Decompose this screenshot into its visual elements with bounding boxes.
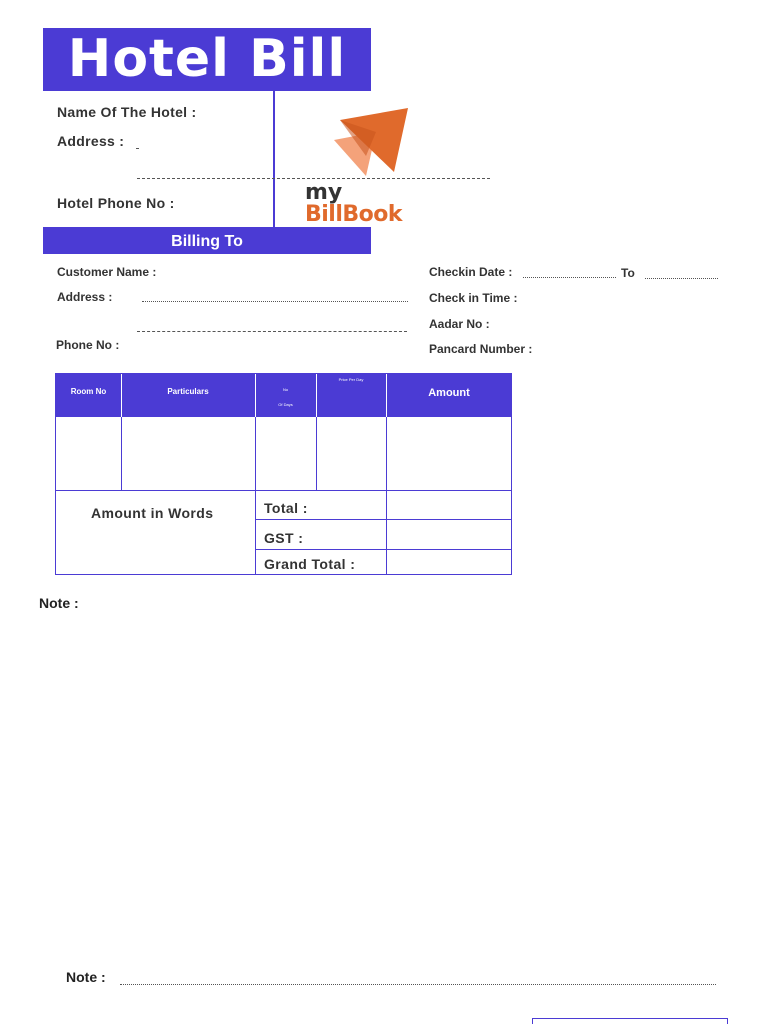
total-label: Total : [264, 500, 308, 516]
column-line [386, 417, 387, 574]
header-room-no: Room No [56, 374, 121, 417]
header-divider [386, 374, 387, 417]
header-divider [121, 374, 122, 417]
note-label: Note : [39, 595, 79, 611]
header-divider [316, 374, 317, 417]
hotel-address-label: Address : [57, 133, 125, 149]
footer-note-line [120, 984, 716, 985]
column-line [316, 417, 317, 491]
customer-address-label: Address : [57, 290, 113, 304]
header-price-per-day: Price Per Day [316, 374, 386, 417]
grand-total-label: Grand Total : [264, 556, 356, 572]
checkout-date-line [645, 278, 718, 279]
checkin-date-line [523, 277, 616, 278]
to-label: To [621, 266, 635, 280]
aadar-label: Aadar No : [429, 317, 490, 331]
column-line [255, 417, 256, 574]
row-line [56, 490, 511, 491]
hotel-phone-label: Hotel Phone No : [57, 195, 175, 211]
header-particulars: Particulars [121, 374, 255, 417]
customer-name-label: Customer Name : [57, 265, 157, 279]
checkin-date-label: Checkin Date : [429, 265, 513, 279]
logo-word-my: my [305, 180, 343, 205]
signature-box [532, 1018, 728, 1024]
header-amount: Amount [386, 374, 512, 417]
hotel-address-line [137, 178, 490, 179]
header-divider [255, 374, 256, 417]
row-line [255, 549, 511, 550]
checkin-time-label: Check in Time : [429, 291, 518, 305]
customer-address-line-1 [142, 301, 408, 302]
customer-phone-label: Phone No : [56, 338, 120, 352]
page-title: Hotel Bill [43, 28, 371, 91]
header-no-of-days: No Of Days [255, 374, 316, 417]
bill-table [55, 373, 512, 575]
customer-address-line-2 [137, 331, 407, 332]
column-line [121, 417, 122, 491]
pancard-label: Pancard Number : [429, 342, 533, 356]
header-divider [273, 91, 275, 227]
amount-in-words-label: Amount in Words [91, 505, 214, 521]
billing-to-heading: Billing To [43, 227, 371, 254]
hotel-name-label: Name Of The Hotel : [57, 104, 197, 120]
footer-note-label: Note : [66, 969, 106, 985]
row-line [255, 519, 511, 520]
logo-word-billbook: BillBook [305, 202, 403, 227]
paper-plane-logo-icon [330, 106, 412, 178]
gst-label: GST : [264, 530, 304, 546]
address-tick [136, 148, 138, 149]
